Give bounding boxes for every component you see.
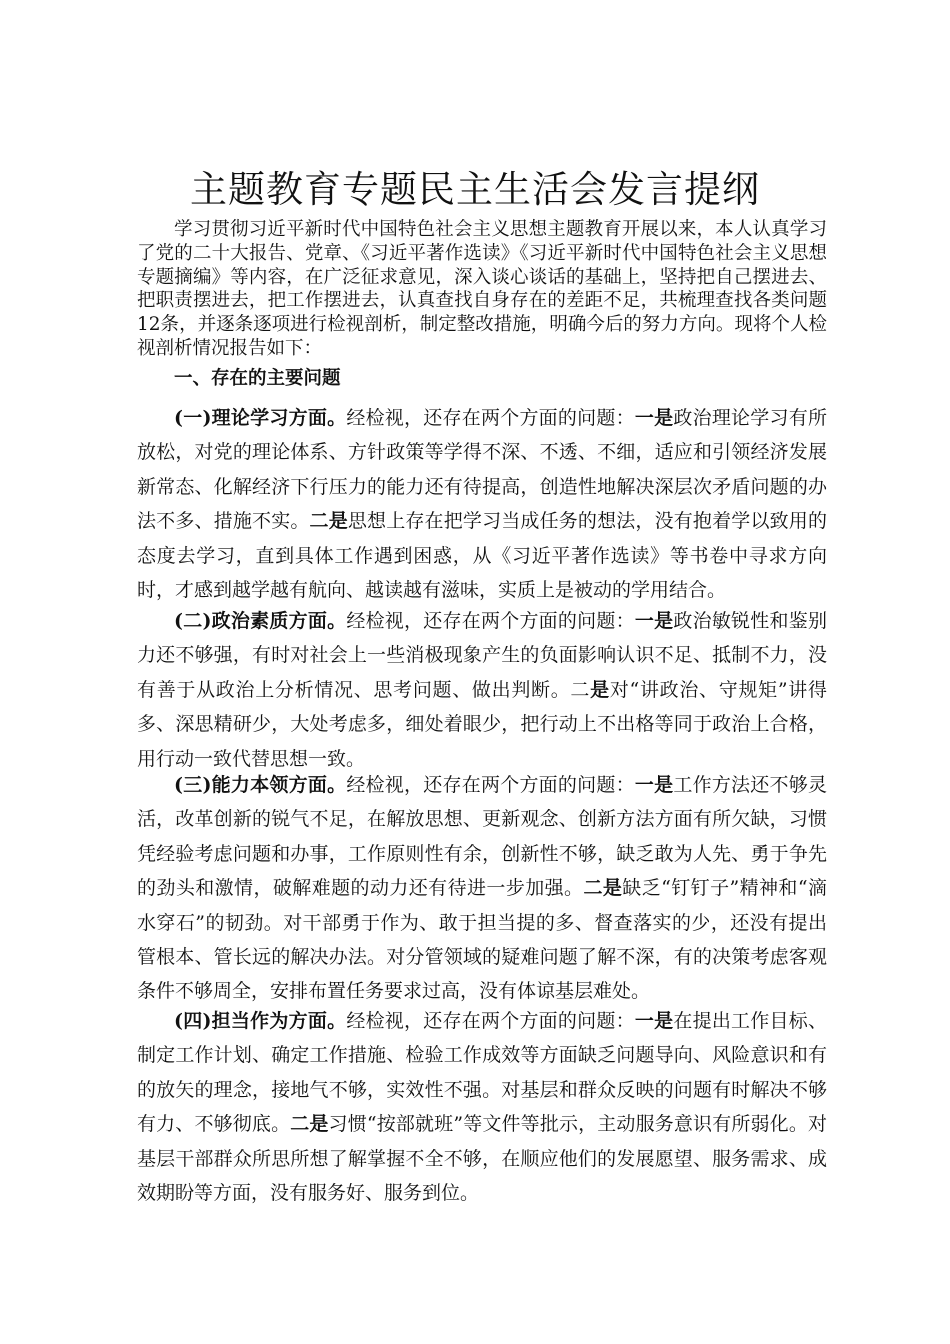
first-point-text: 政治敏锐性和鉴别力还不够强，有时对社会上一些消极现象产生的负面影响认识不足、抵制不力，没有善于从政治上分析情况、思考问题、做出判断。二 bbox=[137, 610, 827, 701]
first-point-text: 在提出工作目标、制定工作计划、确定工作措施、检验工作成效等方面缺乏问题导向、风险意识和有的放矢的理念，接地气不够，实效性不强。对基层和群众反映的问题有时解决不够有力、不够彻底。 bbox=[137, 1010, 827, 1136]
first-marker: 一是 bbox=[634, 407, 674, 429]
second-point-text: 思想上存在把学习当成任务的想法，没有抱着学以致用的态度去学习，直到具体工作遇到困惑，从《习近平著作选读》等书卷中寻求方向时，才感到越学越有航向、越读越有滋味，实质上是被动的学用结合。 bbox=[137, 510, 827, 602]
paragraph-lead: 经检视，还存在两个方面的问题： bbox=[346, 610, 635, 632]
paragraph-heading: (二)政治素质方面。 bbox=[174, 610, 347, 632]
second-marker: 二是 bbox=[583, 877, 623, 900]
paragraph-lead: 经检视，还存在两个方面的问题： bbox=[346, 1010, 635, 1032]
second-point-text: 对“讲政治、守规矩”讲得多、深思精研少，大处考虑多，细处着眼少，把行动上不出格等同于政治上合格，用行动一致代替思想一致。 bbox=[137, 678, 827, 770]
second-marker: 二是 bbox=[290, 1113, 329, 1136]
section-heading: 一、存在的主要问题 bbox=[174, 368, 341, 389]
paragraph-heading: (一)理论学习方面。 bbox=[174, 407, 347, 429]
problem-paragraph-ability bbox=[137, 768, 827, 1009]
intro-paragraph: 学习贯彻习近平新时代中国特色社会主义思想主题教育开展以来，本人认真学习了党的二十大报告、党章、《习近平著作选读》《习近平新时代中国特色社会主义思想专题摘编》等内容，在广泛征求意见，深入谈心谈话的基础上，坚持把自己摆进去、把职责摆进去，把工作摆进去，认真查找自身存在的差距不足，共梳理查找各类问题12条，并逐条逐项进行检视剖析，制定整改措施，明确今后的努力方向。现将个人检视剖析情况报告如下： bbox=[137, 219, 827, 359]
first-point-text: 政治理论学习有所放松，对党的理论体系、方针政策等学得不深、不透、不细，适应和引领经济发展新常态、化解经济下行压力的能力还有待提高，创造性地解决深层次矛盾问题的办法不多、措施不实。 bbox=[137, 407, 827, 533]
first-marker: 一是 bbox=[634, 774, 674, 796]
second-point-text: 缺乏“钉钉子”精神和“滴水穿石”的韧劲。对干部勇于作为、敢于担当提的多、督查落实的少，还没有提出管根本、管长远的解决办法。对分管领域的疑难问题了解不深，有的决策考虑客观条件不够周全，安排布置任务要求过高，没有体谅基层难处。 bbox=[137, 877, 827, 1003]
first-marker: 一是 bbox=[634, 1010, 674, 1032]
paragraph-heading: (三)能力本领方面。 bbox=[174, 774, 347, 796]
second-marker: 二是 bbox=[309, 510, 348, 533]
paragraph-lead: 经检视，还存在两个方面的问题： bbox=[346, 774, 635, 796]
first-point-text: 工作方法还不够灵活，改革创新的锐气不足，在解放思想、更新观念、创新方法方面有所欠缺，习惯凭经验考虑问题和办事，工作原则性有余，创新性不够，缺乏敢为人先、勇于争先的劲头和激情，破解难题的动力还有待进一步加强。 bbox=[137, 774, 827, 900]
second-marker: 是 bbox=[590, 678, 610, 701]
document-title: 主题教育专题民主生活会发言提纲 bbox=[190, 168, 760, 211]
paragraph-lead: 经检视，还存在两个方面的问题： bbox=[346, 407, 635, 429]
problem-paragraph-politics bbox=[137, 604, 827, 776]
first-marker: 一是 bbox=[634, 610, 674, 632]
second-point-text: 习惯“按部就班”等文件等批示，主动服务意识有所弱化。对基层干部群众所思所想了解掌握不全不够，在顺应他们的发展愿望、服务需求、成效期盼等方面，没有服务好、服务到位。 bbox=[137, 1113, 827, 1205]
problem-paragraph-responsibility bbox=[137, 1004, 827, 1210]
paragraph-heading: (四)担当作为方面。 bbox=[174, 1010, 347, 1032]
problem-paragraph-theory bbox=[137, 401, 827, 607]
